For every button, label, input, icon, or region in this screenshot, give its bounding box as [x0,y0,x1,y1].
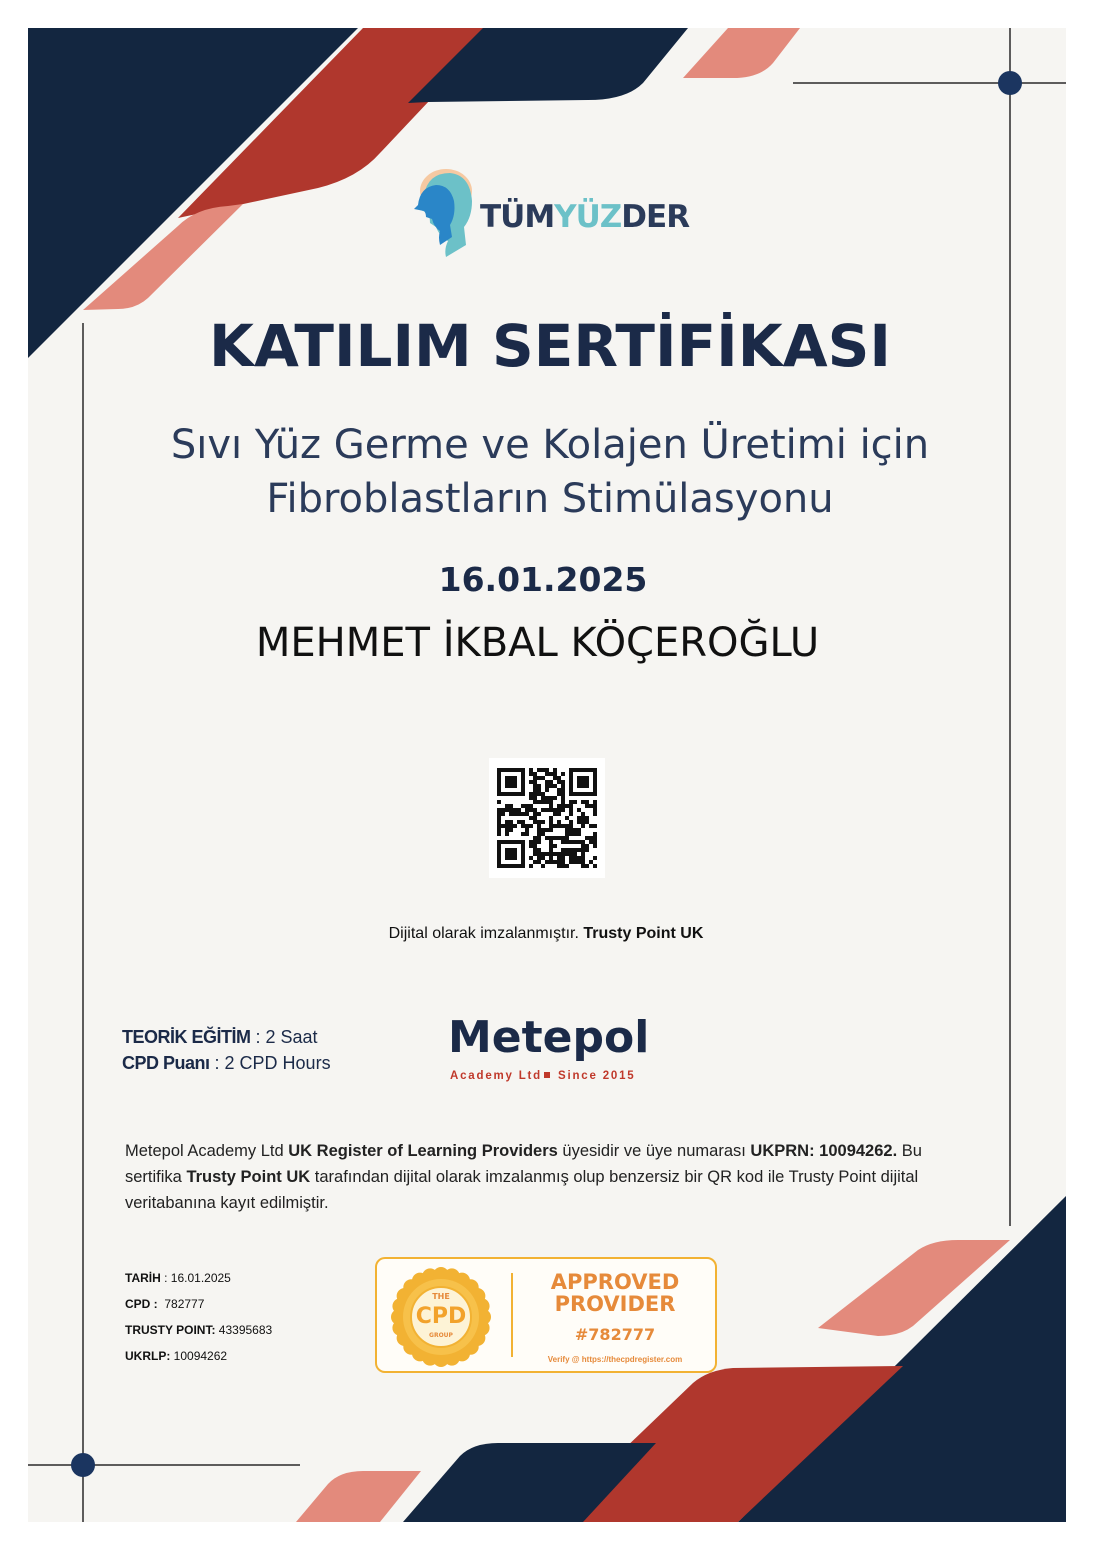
metepol-tagline [450,1070,635,1082]
logo-wordmark [480,199,689,235]
meta-tarih-value: 16.01.2025 [170,1271,231,1285]
digital-signature-line [0,925,1092,943]
badge-verify-link[interactable]: Verify @ https://thecpdregister.com [547,1355,683,1364]
meta-trusty [125,1317,272,1343]
cpd-row [122,1050,331,1076]
logo-part-der: DER [621,199,690,235]
body-bold-1: UK Register of Learning Providers [288,1142,558,1160]
body-text-2: üyesidir ve üye numarası [557,1142,751,1160]
badge-divider [511,1273,513,1357]
meta-trusty-label: TRUSTY POINT: [125,1323,216,1337]
body-bold-3: Trusty Point UK [186,1168,311,1186]
frame-dot-bottom-left [71,1453,95,1477]
signature-signer: Trusty Point UK [583,925,704,942]
logo-part-yuz: YÜZ [554,199,622,235]
meta-trusty-value: 43395683 [218,1323,273,1337]
meta-cpd-label: CPD : [125,1297,158,1311]
body-text-4: tarafından dijital olarak imzalanmış olup benzersiz bir QR kod ile Trusty Point dijital veritabanına kayıt edilmiştir. [125,1168,919,1212]
qr-code-graphic [489,758,605,878]
seal-group: GROUP [429,1332,453,1339]
body-text-1: Metepol Academy Ltd [125,1142,289,1160]
metepol-since: Since 2015 [558,1070,636,1082]
badge-approved-provider: APPROVED PROVIDER [550,1270,680,1316]
cpd-seal-icon [387,1265,495,1369]
body-text-3: Bu sertifika [125,1142,922,1186]
certificate-title: KATILIM SERTİFİKASI [209,312,891,380]
meta-ukrlp [125,1343,272,1369]
body-bold-2: UKPRN: 10094262. [750,1142,898,1160]
meta-tarih-label: TARİH [125,1271,161,1285]
qr-code-icon[interactable] [489,758,605,878]
frame-dot-top-right [998,71,1022,95]
cpd-value: 2 CPD Hours [224,1053,331,1073]
certificate-meta [125,1265,272,1369]
accreditation-paragraph [125,1138,975,1216]
certificate-date: 16.01.2025 [438,560,648,599]
meta-ukrlp-value: 10094262 [173,1349,228,1363]
metepol-logo [448,1012,668,1092]
course-title: Sıvı Yüz Germe ve Kolajen Üretimi için Fibroblastların Stimülasyonu [170,422,930,522]
recipient-name: MEHMET İKBAL KÖÇEROĞLU [255,620,820,666]
seal-the: THE [432,1292,450,1301]
seal-cpd: CPD [415,1304,467,1329]
cpd-label: CPD Puanı [122,1053,210,1073]
logo-part-tum: TÜM [480,199,555,235]
salmon-stripe-bottom-left [296,1471,421,1522]
theory-separator: : [250,1027,266,1047]
meta-tarih: TARİH : 16.01.2025 [125,1271,231,1285]
meta-cpd [125,1291,272,1317]
cpd-approved-provider-badge [375,1257,717,1373]
cpd-separator: : [209,1053,225,1073]
theory-row [122,1024,331,1050]
signature-text: Dijital olarak imzalanmıştır. [388,925,579,942]
head-profile-icon [410,165,476,261]
meta-cpd-value: 782777 [164,1297,205,1311]
salmon-stripe-top-right [683,28,800,78]
meta-ukrlp-label: UKRLP: [125,1349,171,1363]
badge-provider-number: #782777 [574,1325,656,1344]
theory-value: 2 Saat [265,1027,318,1047]
education-details [122,1024,331,1076]
metepol-academy: Academy Ltd [450,1070,543,1082]
theory-label: TEORİK EĞİTİM [122,1027,251,1047]
tumyuzder-logo [410,165,710,265]
metepol-wordmark: Metepol [448,1012,650,1063]
navy-corner-top-left [28,28,358,358]
